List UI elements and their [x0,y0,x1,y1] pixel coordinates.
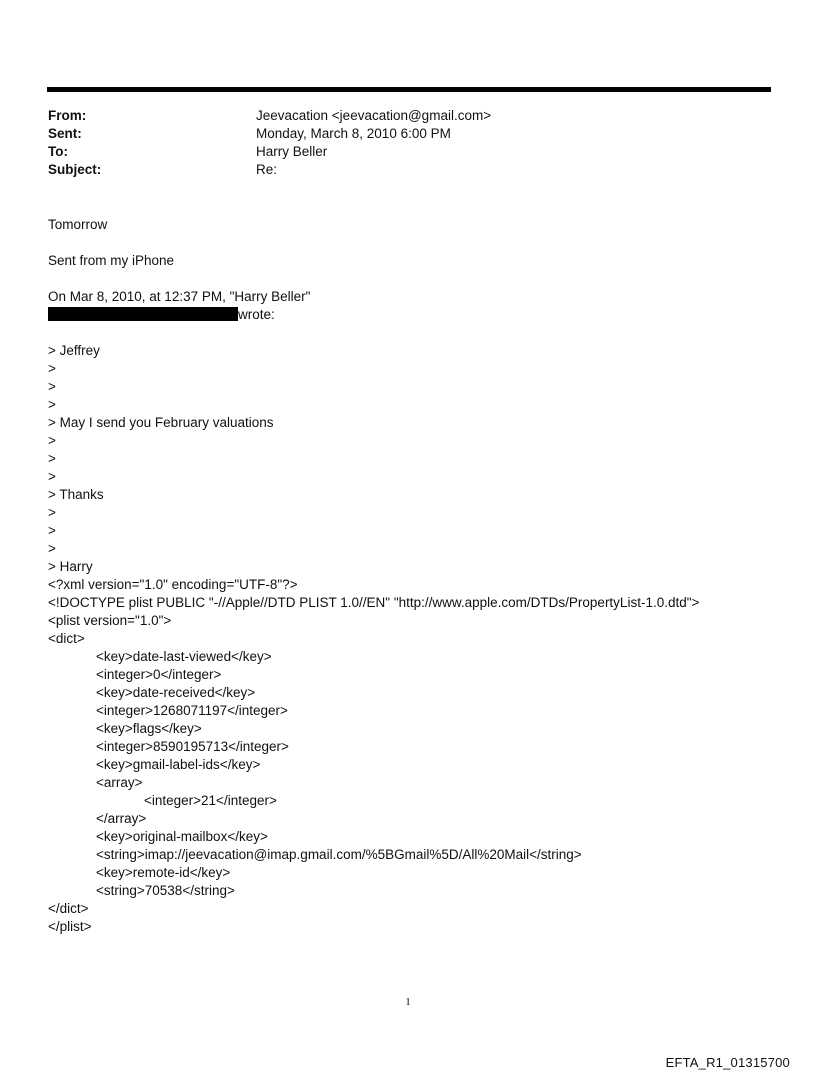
redaction-bar [48,307,238,321]
to-row [48,143,491,161]
sent-row [48,125,491,143]
subject-value: Re: [256,162,278,177]
xml-line: <string>imap://jeevacation@imap.gmail.com/%5BGmail%5D/All%20Mail</string> [96,847,582,862]
xml-line: <!DOCTYPE plist PUBLIC "-//Apple//DTD PLIST 1.0//EN" "http://www.apple.com/DTDs/PropertyList-1.0.dtd"> [48,595,700,610]
xml-line: <string>70538</string> [96,883,235,898]
quote-intro: On Mar 8, 2010, at 12:37 PM, "Harry Beller" [48,289,311,304]
quoted-line: > [48,469,56,484]
from-label: From: [48,108,87,123]
page-number: 1 [405,996,411,1008]
xml-line: <key>date-last-viewed</key> [96,649,272,664]
quoted-line: > [48,397,56,412]
xml-line: <plist version="1.0"> [48,613,172,628]
quoted-line: > May I send you February valuations [48,415,274,430]
xml-line: </array> [96,811,147,826]
xml-line: <key>original-mailbox</key> [96,829,268,844]
xml-line: </dict> [48,901,89,916]
document-id: EFTA_R1_01315700 [665,1055,790,1070]
sent-value: Monday, March 8, 2010 6:00 PM [256,126,451,141]
from-row [48,107,491,125]
xml-plist-block [48,576,699,936]
quoted-line: > [48,505,56,520]
from-value: Jeevacation <jeevacation@gmail.com> [256,108,492,123]
email-body [48,216,699,936]
xml-line: <integer>0</integer> [96,667,222,682]
xml-line: <key>flags</key> [96,721,202,736]
xml-line: <integer>1268071197</integer> [96,703,288,718]
xml-line: <integer>21</integer> [144,793,277,808]
quote-wrote-line [48,306,699,324]
sent-label: Sent: [48,126,82,141]
to-label: To: [48,144,68,159]
quoted-line: > [48,361,56,376]
xml-line: <array> [96,775,143,790]
quoted-line: > [48,523,56,538]
quoted-line: > Harry [48,559,93,574]
to-value: Harry Beller [256,144,328,159]
quoted-line: > Jeffrey [48,343,100,358]
reply-text: Tomorrow [48,217,108,232]
quoted-line: > [48,433,56,448]
xml-line: <dict> [48,631,85,646]
xml-line: <key>remote-id</key> [96,865,231,880]
quoted-line: > [48,379,56,394]
xml-line: </plist> [48,919,92,934]
subject-row [48,161,491,179]
quoted-line: > [48,541,56,556]
subject-label: Subject: [48,162,102,177]
quoted-line: > [48,451,56,466]
quoted-message [48,342,699,576]
xml-line: <key>gmail-label-ids</key> [96,757,261,772]
xml-line: <?xml version="1.0" encoding="UTF-8"?> [48,577,298,592]
xml-line: <integer>8590195713</integer> [96,739,289,754]
xml-line: <key>date-received</key> [96,685,256,700]
header-rule [47,87,771,92]
email-header [48,107,491,179]
signature-text: Sent from my iPhone [48,253,175,268]
quote-wrote: wrote: [238,307,275,322]
quoted-line: > Thanks [48,487,104,502]
